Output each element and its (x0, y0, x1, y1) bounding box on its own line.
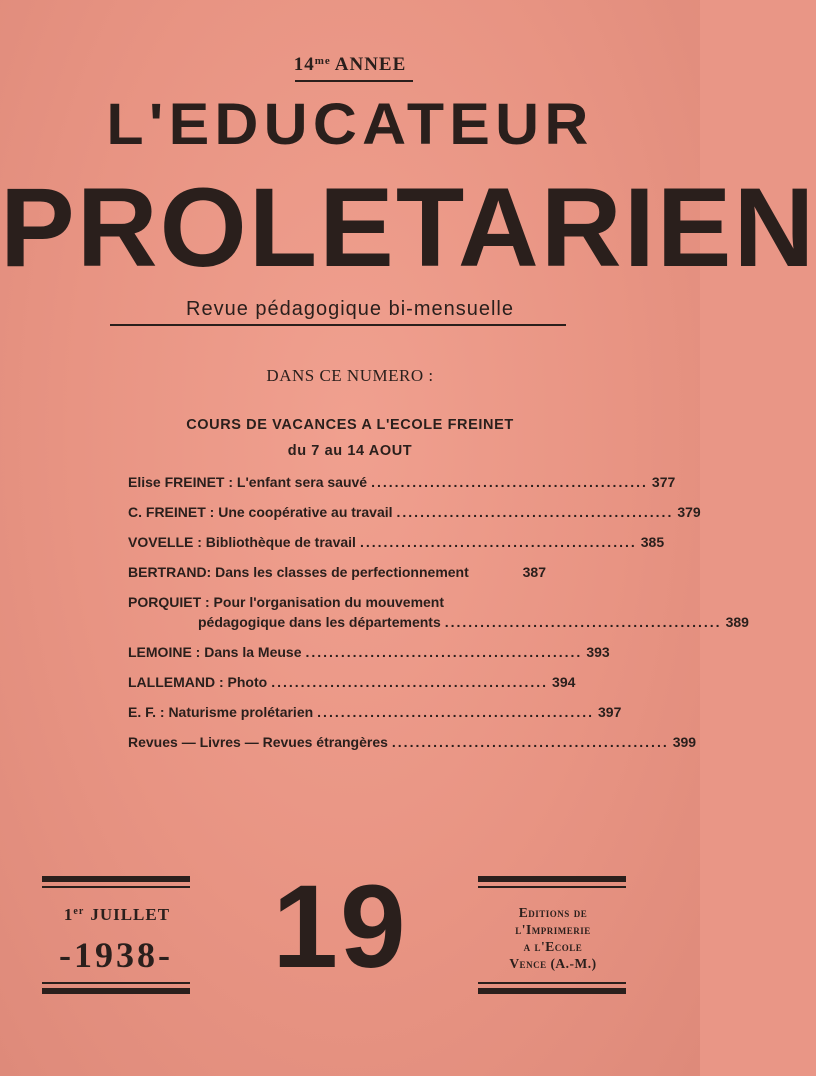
subtitle: Revue pédagogique bi-mensuelle (186, 298, 514, 320)
toc-item (128, 564, 546, 580)
toc-item-page: 385 (640, 534, 665, 550)
toc-item: VOVELLE : Bibliothèque de travail ............................................... 385 (128, 534, 665, 550)
title-line-2: PROLETARIEN (0, 165, 816, 290)
publisher-line-1: Editions de (518, 905, 588, 920)
feature-line-1: COURS DE VACANCES A L'ECOLE FREINET (186, 417, 514, 433)
table-of-contents (128, 474, 749, 764)
toc-item-title: Elise FREINET : L'enfant sera sauvé (128, 474, 368, 490)
year-word: ANNEE (334, 54, 407, 75)
contents-heading: DANS CE NUMERO : (266, 366, 434, 385)
publisher-line-3: a l'Ecole (523, 939, 583, 954)
toc-item: E. F. : Naturisme prolétarien ............................................... 397 (128, 704, 622, 720)
issue-date (44, 905, 190, 925)
feature-line-2: du 7 au 14 AOUT (287, 443, 413, 459)
publisher-top-rule-thin (478, 886, 626, 888)
toc-item-page: 393 (586, 644, 610, 660)
publisher-bottom-rule-thin (478, 982, 626, 984)
year-underline (295, 80, 413, 82)
date-bottom-rule (42, 988, 190, 994)
toc-item-title: Revues — Livres — Revues étrangères (128, 734, 388, 750)
toc-item-page: 379 (677, 504, 701, 520)
toc-item: PORQUIET : Pour l'organisation du mouvement pédagogique dans les départements ............................................... 389 (128, 594, 749, 630)
feature-announcement (0, 412, 700, 464)
toc-item-title-continued: pédagogique dans les départements (198, 614, 441, 630)
title-line-1: L'EDUCATEUR (106, 92, 594, 157)
toc-item-page: 387 (522, 564, 546, 580)
toc-item-title: PORQUIET : Pour l'organisation du mouvement (128, 594, 445, 610)
toc-item-title: LALLEMAND : Photo (128, 674, 268, 690)
toc-item-title: E. F. : Naturisme prolétarien (128, 704, 314, 720)
date-top-rule (42, 876, 190, 882)
issue-number: 19 (272, 861, 408, 993)
toc-item-page: 397 (598, 704, 622, 720)
publisher-line-2: l'Imprimerie (515, 922, 591, 937)
issue-month: JUILLET (90, 905, 171, 924)
year-ordinal: 14 (293, 54, 315, 75)
publisher-line-4: Vence (A.-M.) (509, 956, 597, 971)
issue-day-suffix: er (73, 906, 85, 917)
year-ordinal-suffix: me (314, 55, 331, 67)
issue-day: 1 (63, 905, 74, 924)
publisher-bottom-rule (478, 988, 626, 994)
toc-item-page: 399 (672, 734, 697, 750)
toc-item: Elise FREINET : L'enfant sera sauvé ............................................... 377 (128, 474, 676, 490)
toc-item: C. FREINET : Une coopérative au travail ............................................... 379 (128, 504, 701, 520)
toc-item-page: 377 (651, 474, 676, 490)
toc-item-title: BERTRAND: Dans les classes de perfectionnement (128, 564, 469, 580)
toc-item: LALLEMAND : Photo ............................................... 394 (128, 674, 576, 690)
date-bottom-rule-thin (42, 982, 190, 984)
toc-item: Revues — Livres — Revues étrangères ............................................... 399 (128, 734, 697, 750)
date-top-rule-thin (42, 886, 190, 888)
volume-year (0, 54, 700, 76)
publisher-imprint (478, 904, 628, 972)
toc-item-page: 394 (552, 674, 576, 690)
toc-item-title: VOVELLE : Bibliothèque de travail (128, 534, 356, 550)
toc-item-page: 389 (725, 614, 749, 630)
toc-item-title: LEMOINE : Dans la Meuse (128, 644, 302, 660)
toc-item-title: C. FREINET : Une coopérative au travail (128, 504, 393, 520)
publisher-top-rule (478, 876, 626, 882)
subtitle-underline (110, 324, 566, 326)
toc-item: LEMOINE : Dans la Meuse ............................................... 393 (128, 644, 610, 660)
issue-year: -1938- (59, 935, 173, 975)
